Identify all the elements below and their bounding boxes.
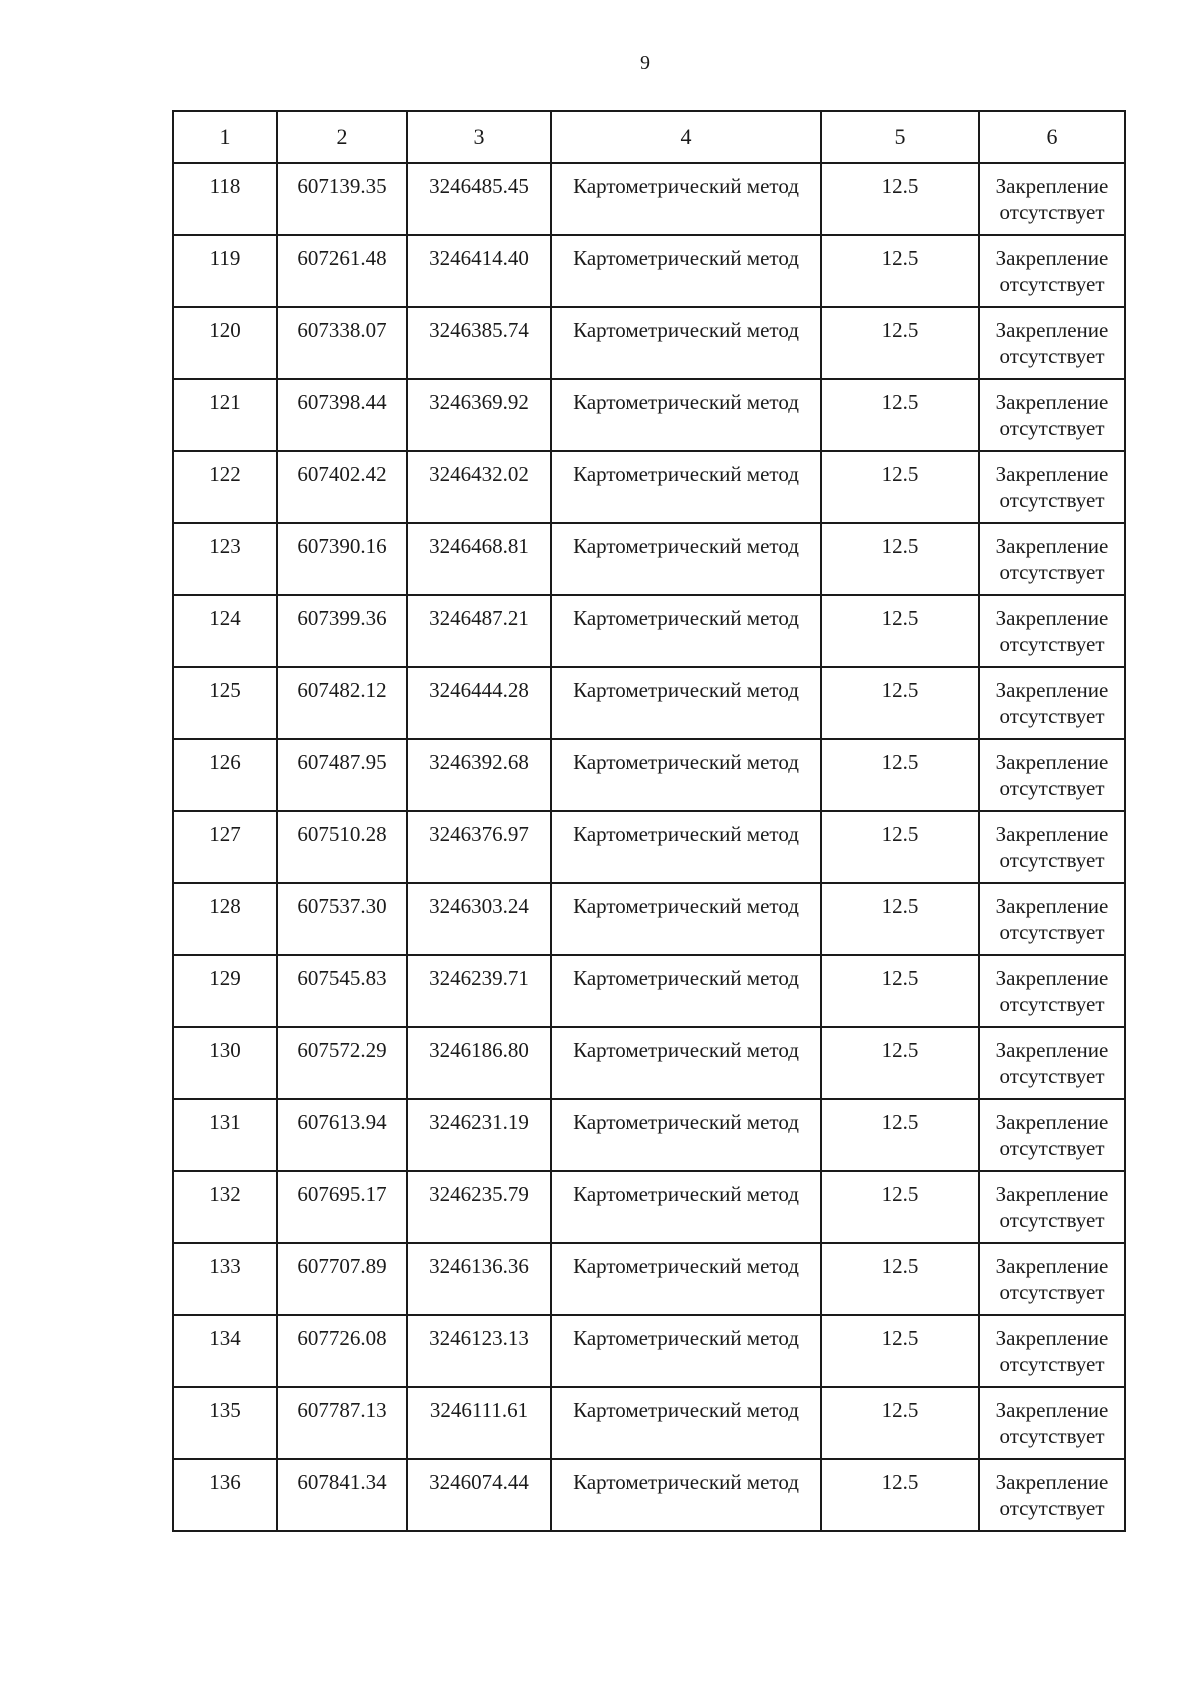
table-row <box>173 379 1125 451</box>
fixing-note-cell <box>979 1459 1125 1531</box>
fixing-note-cell <box>979 955 1125 1027</box>
y-coordinate-cell: 3246376.97 <box>407 811 551 883</box>
x-coordinate-cell: 607707.89 <box>277 1243 407 1315</box>
x-coordinate-cell: 607390.16 <box>277 523 407 595</box>
fixing-note-line2: отсутствует <box>999 920 1105 944</box>
point-number-cell: 133 <box>173 1243 277 1315</box>
table-row <box>173 811 1125 883</box>
y-coordinate-cell: 3246432.02 <box>407 451 551 523</box>
fixing-note-cell <box>979 235 1125 307</box>
fixing-note-line1: Закрепление <box>995 318 1109 342</box>
fixing-note-line1: Закрепление <box>995 678 1109 702</box>
point-number-cell: 128 <box>173 883 277 955</box>
y-coordinate-cell: 3246369.92 <box>407 379 551 451</box>
y-coordinate-cell: 3246444.28 <box>407 667 551 739</box>
method-cell: Картометрический метод <box>551 523 821 595</box>
table-row <box>173 1315 1125 1387</box>
fixing-note-line2: отсутствует <box>999 488 1105 512</box>
fixing-note-cell <box>979 451 1125 523</box>
fixing-note-line2: отсутствует <box>999 272 1105 296</box>
column-header-2: 2 <box>277 111 407 163</box>
table-row <box>173 1459 1125 1531</box>
point-number-cell: 118 <box>173 163 277 235</box>
fixing-note-line1: Закрепление <box>995 606 1109 630</box>
accuracy-cell: 12.5 <box>821 883 979 955</box>
point-number-cell: 124 <box>173 595 277 667</box>
fixing-note-line1: Закрепление <box>995 1110 1109 1134</box>
table-row <box>173 1171 1125 1243</box>
point-number-cell: 119 <box>173 235 277 307</box>
point-number-cell: 131 <box>173 1099 277 1171</box>
accuracy-cell: 12.5 <box>821 1171 979 1243</box>
accuracy-cell: 12.5 <box>821 1459 979 1531</box>
fixing-note-line2: отсутствует <box>999 1064 1105 1088</box>
accuracy-cell: 12.5 <box>821 955 979 1027</box>
fixing-note-line1: Закрепление <box>995 1038 1109 1062</box>
method-cell: Картометрический метод <box>551 235 821 307</box>
fixing-note-line1: Закрепление <box>995 390 1109 414</box>
accuracy-cell: 12.5 <box>821 235 979 307</box>
method-cell: Картометрический метод <box>551 883 821 955</box>
fixing-note-line2: отсутствует <box>999 1208 1105 1232</box>
x-coordinate-cell: 607482.12 <box>277 667 407 739</box>
point-number-cell: 126 <box>173 739 277 811</box>
x-coordinate-cell: 607261.48 <box>277 235 407 307</box>
fixing-note-cell <box>979 667 1125 739</box>
table-row <box>173 595 1125 667</box>
y-coordinate-cell: 3246468.81 <box>407 523 551 595</box>
fixing-note-line2: отсутствует <box>999 200 1105 224</box>
x-coordinate-cell: 607613.94 <box>277 1099 407 1171</box>
header-row <box>173 111 1125 163</box>
page-number: 9 <box>640 52 650 74</box>
y-coordinate-cell: 3246239.71 <box>407 955 551 1027</box>
method-cell: Картометрический метод <box>551 955 821 1027</box>
fixing-note-cell <box>979 379 1125 451</box>
column-header-1: 1 <box>173 111 277 163</box>
y-coordinate-cell: 3246074.44 <box>407 1459 551 1531</box>
y-coordinate-cell: 3246303.24 <box>407 883 551 955</box>
x-coordinate-cell: 607545.83 <box>277 955 407 1027</box>
fixing-note-line2: отсутствует <box>999 1280 1105 1304</box>
y-coordinate-cell: 3246485.45 <box>407 163 551 235</box>
method-cell: Картометрический метод <box>551 1315 821 1387</box>
point-number-cell: 136 <box>173 1459 277 1531</box>
column-header-4: 4 <box>551 111 821 163</box>
point-number-cell: 123 <box>173 523 277 595</box>
fixing-note-line1: Закрепление <box>995 534 1109 558</box>
fixing-note-cell <box>979 1171 1125 1243</box>
point-number-cell: 134 <box>173 1315 277 1387</box>
point-number-cell: 135 <box>173 1387 277 1459</box>
fixing-note-cell <box>979 595 1125 667</box>
table-row <box>173 235 1125 307</box>
y-coordinate-cell: 3246136.36 <box>407 1243 551 1315</box>
fixing-note-line1: Закрепление <box>995 246 1109 270</box>
table-row <box>173 667 1125 739</box>
method-cell: Картометрический метод <box>551 1171 821 1243</box>
y-coordinate-cell: 3246392.68 <box>407 739 551 811</box>
fixing-note-cell <box>979 1243 1125 1315</box>
x-coordinate-cell: 607510.28 <box>277 811 407 883</box>
fixing-note-line2: отсутствует <box>999 776 1105 800</box>
method-cell: Картометрический метод <box>551 1243 821 1315</box>
fixing-note-cell <box>979 1315 1125 1387</box>
fixing-note-cell <box>979 811 1125 883</box>
accuracy-cell: 12.5 <box>821 811 979 883</box>
table-row <box>173 1243 1125 1315</box>
fixing-note-line2: отсутствует <box>999 632 1105 656</box>
y-coordinate-cell: 3246235.79 <box>407 1171 551 1243</box>
fixing-note-cell <box>979 1027 1125 1099</box>
point-number-cell: 130 <box>173 1027 277 1099</box>
fixing-note-cell <box>979 1099 1125 1171</box>
column-header-6: 6 <box>979 111 1125 163</box>
table-row <box>173 1387 1125 1459</box>
fixing-note-cell <box>979 523 1125 595</box>
fixing-note-cell <box>979 307 1125 379</box>
fixing-note-line1: Закрепление <box>995 822 1109 846</box>
table-row <box>173 883 1125 955</box>
accuracy-cell: 12.5 <box>821 595 979 667</box>
x-coordinate-cell: 607338.07 <box>277 307 407 379</box>
fixing-note-line1: Закрепление <box>995 1470 1109 1494</box>
fixing-note-line2: отсутствует <box>999 1424 1105 1448</box>
y-coordinate-cell: 3246231.19 <box>407 1099 551 1171</box>
point-number-cell: 129 <box>173 955 277 1027</box>
method-cell: Картометрический метод <box>551 1099 821 1171</box>
fixing-note-line2: отсутствует <box>999 704 1105 728</box>
fixing-note-line2: отсутствует <box>999 992 1105 1016</box>
point-number-cell: 127 <box>173 811 277 883</box>
method-cell: Картометрический метод <box>551 595 821 667</box>
accuracy-cell: 12.5 <box>821 163 979 235</box>
y-coordinate-cell: 3246123.13 <box>407 1315 551 1387</box>
accuracy-cell: 12.5 <box>821 667 979 739</box>
point-number-cell: 121 <box>173 379 277 451</box>
fixing-note-line2: отсутствует <box>999 344 1105 368</box>
accuracy-cell: 12.5 <box>821 1387 979 1459</box>
method-cell: Картометрический метод <box>551 307 821 379</box>
fixing-note-line2: отсутствует <box>999 416 1105 440</box>
x-coordinate-cell: 607402.42 <box>277 451 407 523</box>
accuracy-cell: 12.5 <box>821 1315 979 1387</box>
x-coordinate-cell: 607398.44 <box>277 379 407 451</box>
x-coordinate-cell: 607726.08 <box>277 1315 407 1387</box>
y-coordinate-cell: 3246186.80 <box>407 1027 551 1099</box>
column-header-3: 3 <box>407 111 551 163</box>
table-row <box>173 1099 1125 1171</box>
table-row <box>173 451 1125 523</box>
method-cell: Картометрический метод <box>551 1387 821 1459</box>
coordinates-table <box>172 110 1126 1532</box>
point-number-cell: 120 <box>173 307 277 379</box>
x-coordinate-cell: 607695.17 <box>277 1171 407 1243</box>
fixing-note-line1: Закрепление <box>995 966 1109 990</box>
fixing-note-line2: отсутствует <box>999 1352 1105 1376</box>
fixing-note-line1: Закрепление <box>995 1254 1109 1278</box>
table-row <box>173 1027 1125 1099</box>
accuracy-cell: 12.5 <box>821 523 979 595</box>
point-number-cell: 122 <box>173 451 277 523</box>
fixing-note-line2: отсутствует <box>999 1496 1105 1520</box>
x-coordinate-cell: 607487.95 <box>277 739 407 811</box>
y-coordinate-cell: 3246111.61 <box>407 1387 551 1459</box>
method-cell: Картометрический метод <box>551 379 821 451</box>
x-coordinate-cell: 607399.36 <box>277 595 407 667</box>
table-row <box>173 739 1125 811</box>
y-coordinate-cell: 3246414.40 <box>407 235 551 307</box>
fixing-note-cell <box>979 1387 1125 1459</box>
accuracy-cell: 12.5 <box>821 739 979 811</box>
accuracy-cell: 12.5 <box>821 451 979 523</box>
x-coordinate-cell: 607537.30 <box>277 883 407 955</box>
method-cell: Картометрический метод <box>551 163 821 235</box>
accuracy-cell: 12.5 <box>821 1243 979 1315</box>
point-number-cell: 132 <box>173 1171 277 1243</box>
x-coordinate-cell: 607787.13 <box>277 1387 407 1459</box>
fixing-note-cell <box>979 163 1125 235</box>
accuracy-cell: 12.5 <box>821 379 979 451</box>
fixing-note-line1: Закрепление <box>995 750 1109 774</box>
x-coordinate-cell: 607139.35 <box>277 163 407 235</box>
table-body <box>173 163 1125 1531</box>
y-coordinate-cell: 3246487.21 <box>407 595 551 667</box>
table-row <box>173 163 1125 235</box>
column-header-5: 5 <box>821 111 979 163</box>
x-coordinate-cell: 607841.34 <box>277 1459 407 1531</box>
fixing-note-line2: отсутствует <box>999 560 1105 584</box>
fixing-note-line2: отсутствует <box>999 848 1105 872</box>
fixing-note-line1: Закрепление <box>995 894 1109 918</box>
table-row <box>173 955 1125 1027</box>
table-row <box>173 307 1125 379</box>
fixing-note-line1: Закрепление <box>995 1398 1109 1422</box>
fixing-note-line1: Закрепление <box>995 1326 1109 1350</box>
method-cell: Картометрический метод <box>551 451 821 523</box>
point-number-cell: 125 <box>173 667 277 739</box>
fixing-note-line1: Закрепление <box>995 462 1109 486</box>
fixing-note-cell <box>979 739 1125 811</box>
accuracy-cell: 12.5 <box>821 1027 979 1099</box>
table-row <box>173 523 1125 595</box>
method-cell: Картометрический метод <box>551 1459 821 1531</box>
fixing-note-cell <box>979 883 1125 955</box>
x-coordinate-cell: 607572.29 <box>277 1027 407 1099</box>
method-cell: Картометрический метод <box>551 667 821 739</box>
accuracy-cell: 12.5 <box>821 307 979 379</box>
fixing-note-line1: Закрепление <box>995 1182 1109 1206</box>
table-header <box>173 111 1125 163</box>
method-cell: Картометрический метод <box>551 1027 821 1099</box>
fixing-note-line1: Закрепление <box>995 174 1109 198</box>
y-coordinate-cell: 3246385.74 <box>407 307 551 379</box>
accuracy-cell: 12.5 <box>821 1099 979 1171</box>
fixing-note-line2: отсутствует <box>999 1136 1105 1160</box>
method-cell: Картометрический метод <box>551 739 821 811</box>
method-cell: Картометрический метод <box>551 811 821 883</box>
